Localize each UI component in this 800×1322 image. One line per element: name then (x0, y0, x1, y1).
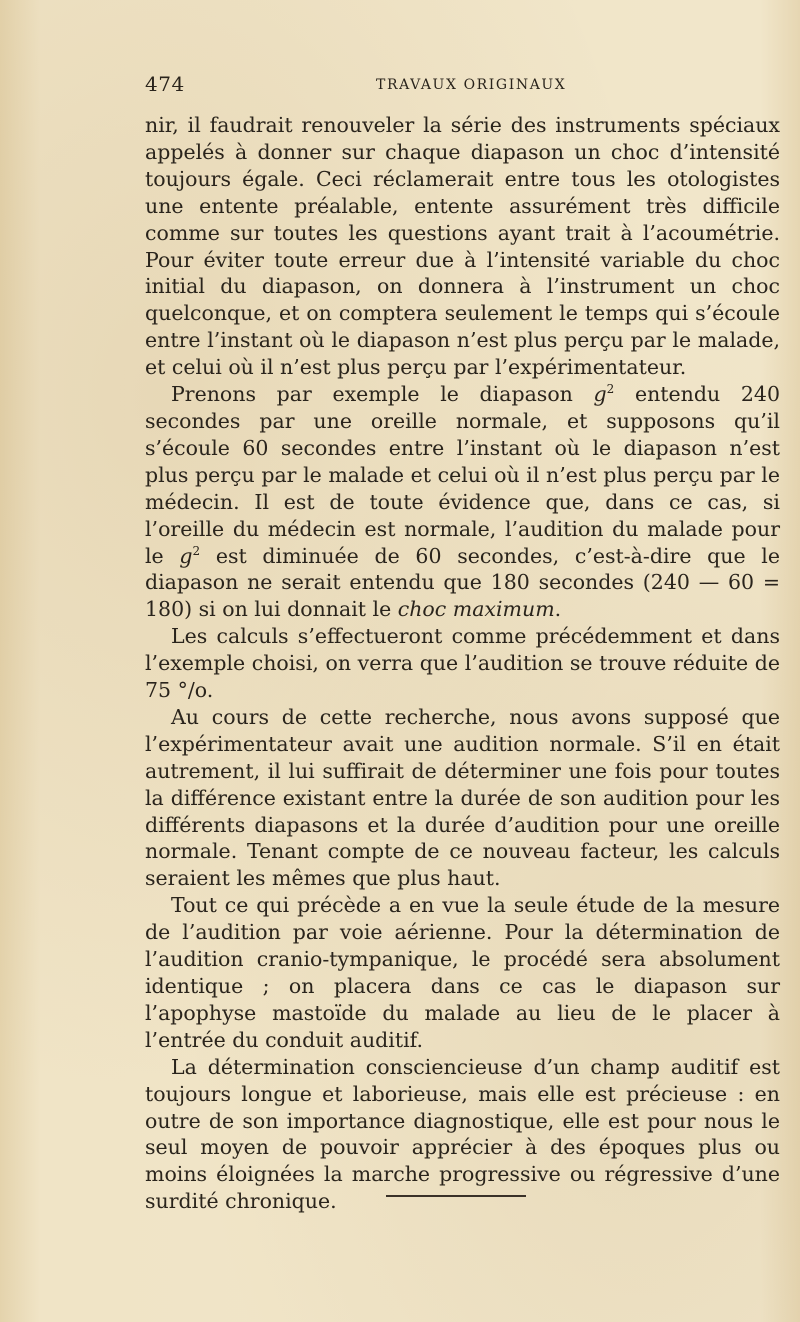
italic-run: choc maximum (397, 597, 555, 622)
paragraph-6 (145, 1054, 780, 1215)
body-text (145, 112, 780, 1215)
text-run: Prenons par exemple le diapason (171, 382, 594, 407)
italic-run: g (179, 543, 193, 568)
text-run: Tout ce qui précède a en vue la seule étude de la mesure de l’audition par voie aérienne. Pour la détermination de l’audition cranio-tympanique, le procédé sera absolument identique ; on placera dans ce cas le diapason sur l’apophyse mastoïde du malade au lieu de le placer à l’entrée du conduit auditif. (145, 893, 780, 1052)
closing-rule (386, 1195, 526, 1197)
paragraph-5 (145, 892, 780, 1053)
paragraph-2 (145, 381, 780, 623)
paragraph-4 (145, 704, 780, 892)
paragraph-3 (145, 623, 780, 704)
running-title: TRAVAUX ORIGINAUX (376, 77, 567, 93)
text-run: est diminuée de 60 secondes, c’est-à-dire que le diapason ne serait entendu que 180 secondes (240 — 60 = 180) si on lui donnait le (145, 543, 780, 622)
text-run: Au cours de cette recherche, nous avons supposé que l’expérimentateur avait une audition normale. S’il en était autrement, il lui suffirait de déterminer une fois pour toutes la différence existant entre la durée de son audition pour les différents diapasons et la durée d’audition pour une oreille normale. Tenant compte de ce nouveau facteur, les calculs seraient les mêmes que plus haut. (145, 704, 780, 891)
page-number: 474 (145, 72, 185, 96)
running-head (145, 72, 780, 102)
superscript: 2 (606, 382, 615, 397)
text-run: entendu 240 secondes par une oreille normale, et supposons qu’il s’écoule 60 secondes entre l’instant où le diapason n’est plus perçu par le malade et celui où il n’est plus perçu par le médecin. Il est de toute évidence que, dans ce cas, si l’oreille du médecin est normale, l’audition du malade pour le (145, 382, 780, 568)
paragraph-1 (145, 112, 780, 381)
superscript: 2 (192, 543, 201, 558)
text-run: nir, il faudrait renouveler la série des instruments spéciaux appelés à donner sur chaque diapason un choc d’intensité toujours égale. Ceci réclamerait entre tous les otologistes une entente préalable, entente assurément très difficile comme sur toutes les questions ayant trait à l’acoumétrie. Pour éviter toute erreur due à l’intensité variable du choc initial du diapason, on donnera à l’instrument un choc quelconque, et on comptera seulement le temps qui s’écoule entre l’instant où le diapason n’est plus perçu par le malade, et celui où il n’est plus perçu par l’expérimentateur. (145, 113, 780, 380)
italic-run: g (593, 382, 607, 407)
text-run: La détermination consciencieuse d’un champ auditif est toujours longue et laborieuse, mais elle est précieuse : en outre de son importance diagnostique, elle est pour nous le seul moyen de pouvoir apprécier à des époques plus ou moins éloignées la marche progressive ou régressive d’une surdité chronique. (145, 1054, 780, 1214)
text-run: . (554, 597, 562, 622)
text-run: Les calculs s’effectueront comme précédemment et dans l’exemple choisi, on verra que l’audition se trouve réduite de 75 °/o. (145, 624, 780, 703)
